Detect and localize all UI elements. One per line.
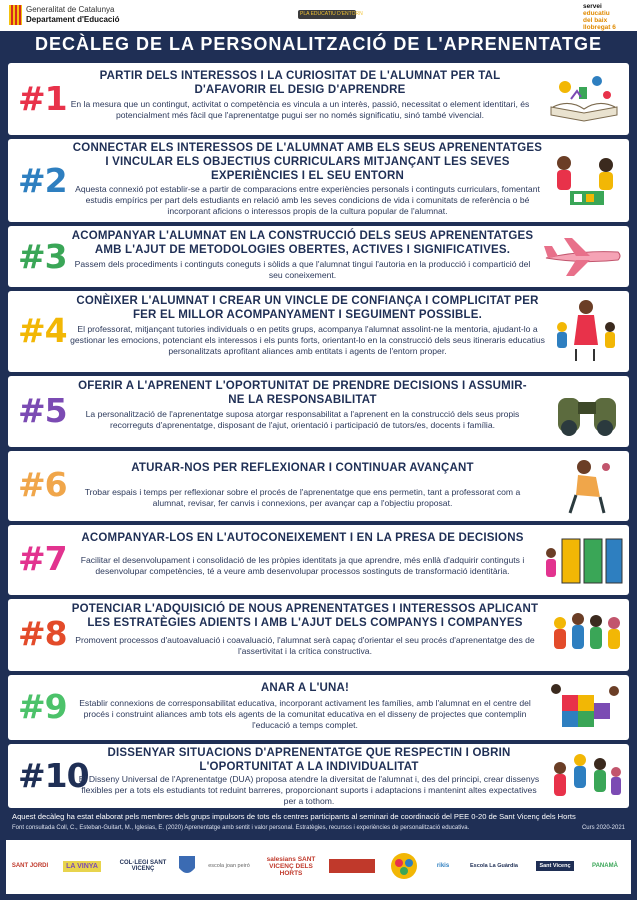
- gencat-name: Generalitat de Catalunya: [26, 5, 115, 14]
- servei-line4: llobregat 6: [583, 24, 616, 31]
- gencat-logo-text: [26, 5, 119, 25]
- footer-course: Curs 2020-2021: [581, 825, 625, 831]
- servei-educatiu-logo: [583, 3, 616, 31]
- item-number: #1: [18, 79, 67, 118]
- decalog-item-8: [8, 599, 629, 671]
- item-heading: CONNECTAR ELS INTERESSOS DE L'ALUMNAT AMB ELS SEUS APRENENTATGES I VINCULAR ELS OBJECTIUS CURRICULARS MITJANÇANT LES SEVES EXPERIÈNCIES I EL SEU ENTORN: [72, 142, 543, 182]
- item-heading: OFERIR A L'APRENENT L'OPORTUNITAT DE PRENDRE DECISIONS I ASSUMIR-NE LA RESPONSABILITAT: [78, 380, 527, 406]
- logo-la-vinya: [54, 848, 110, 884]
- item-number: #7: [18, 539, 67, 578]
- item-heading: ANAR A L'UNA!: [260, 682, 350, 694]
- item-heading: DISSENYAR SITUACIONS D'APRENENTATGE QUE RESPECTIN I OBRIN L'OPORTUNITAT A LA INDIVIDUALITAT: [107, 747, 511, 773]
- item-text: Aquesta connexió pot establir-se a partir de comparacions entre experiències personals i continguts curriculars, fomentant estudis empírics per part dels estudiants en relació amb les seves condicions de vida i comunitats de referència o bé incorporant aficions o interessos propis de la cultura popular de l'alumnat.: [75, 184, 540, 216]
- servei-line1: servei: [583, 3, 602, 10]
- footer-credits: Aquest decàleg ha estat elaborat pels membres dels grups impulsors de tots els centres participants al seminari de coordinació del PEE 0-20 de Sant Vicenç dels Horts: [12, 812, 576, 821]
- children-group-illustration-icon: [548, 607, 624, 665]
- airplane-illustration-icon: [542, 232, 624, 280]
- item-number: #9: [18, 687, 67, 726]
- servei-line3: del baix: [583, 17, 608, 24]
- item-text: El Disseny Universal de l'Aprenentatge (DUA) proposa atendre la diversitat de l'alumnat i, des del principi, crear dissenys flexibles per a tots els estudiants tot reduint barreres, proporcionant suports i adaptacions i mantenint altes expectatives per a tothom.: [78, 774, 540, 806]
- logo-col-legi-sant-vicenc: COL·LEGI SANT VICENÇ: [119, 860, 167, 872]
- logo-sant-vicenc-text: Sant Vicenç: [536, 861, 573, 871]
- item-text: En la mesura que un contingut, activitat o competència es vincula a un interès, passió, necessitat o element identitari, és potencialment més fàcil que l'aprenentatge pugui ser no només significatiu, sinó també vivencial.: [70, 99, 530, 120]
- item-heading: ACOMPANYAR-LOS EN L'AUTOCONEIXEMENT I EN LA PRESA DE DECISIONS: [81, 532, 524, 544]
- decalog-item-9: [8, 675, 629, 740]
- logo-school-emblem: [174, 848, 200, 884]
- decalog-item-7: [8, 525, 629, 595]
- item-heading: POTENCIAR L'ADQUISICIÓ DE NOUS APRENENTATGES I INTERESSOS APLICANT LES ESTRATÈGIES ADIENTS I AMB L'AJUT DELS COMPANYS I COMPANYES: [71, 603, 539, 629]
- item-number: #8: [18, 614, 67, 653]
- item-text: El professorat, mitjançant tutories individuals o en petits grups, acompanya l'alumnat assolint-ne la mentoria, ajudant-lo a gestionar les emocions, potenciant els interessos i els punts forts, orientant-lo en la construcció dels seus itineraris educatius personalitzats aprofitant aliances amb entitats i agents de l'entorn proper.: [70, 324, 545, 356]
- logo-la-vinya-text: LA VINYA: [63, 861, 101, 872]
- teacher-with-children-illustration-icon: [548, 297, 624, 367]
- decalog-item-6: [8, 451, 629, 521]
- children-playing-illustration-icon: [548, 149, 624, 215]
- item-heading: ATURAR-NOS PER REFLEXIONAR I CONTINUAR AVANÇANT: [131, 462, 474, 474]
- header-bar: [0, 0, 637, 31]
- item-text: Establir connexions de corresponsabilitat educativa, incorporant activament les famílies, amb l'alumnat en el centre del procés i construint aliances amb tots els agents de la comunitat educativa en el disseny de projectes que contemplin l'educació a temps complet.: [79, 698, 531, 730]
- partner-logos-strip: [6, 840, 631, 894]
- red-banner-icon: [329, 859, 375, 873]
- gencat-logo-icon: [9, 5, 22, 25]
- item-number: #3: [18, 237, 67, 276]
- item-text: Promovent processos d'autoavaluació i coavaluació, l'alumnat serà capaç d'orientar el seu procés d'aprenentatge des de l'assertivitat i la crítica constructiva.: [75, 635, 535, 656]
- binoculars-illustration-icon: [552, 384, 622, 440]
- decalog-item-2: [8, 139, 629, 222]
- school-emblem-icon: [176, 852, 198, 880]
- logo-escola-la-guardia: Escola La Guàrdia: [470, 863, 518, 869]
- logo-red-banner: [328, 848, 376, 884]
- item-number: #5: [18, 391, 67, 430]
- colorful-circle-icon: [389, 851, 419, 881]
- item-number: #10: [18, 756, 89, 795]
- servei-line2: educatiu: [583, 10, 610, 17]
- page-title: DECÀLEG DE LA PERSONALITZACIÓ DE L'APRENENTATGE: [35, 34, 602, 54]
- puzzle-teamwork-illustration-icon: [548, 681, 624, 735]
- logo-escola-joan-peiro: escola joan peiró: [208, 863, 250, 869]
- item-number: #4: [18, 311, 67, 350]
- logo-sant-jordi: SANT JORDI: [11, 863, 49, 869]
- logo-colorful: [386, 848, 422, 884]
- open-book-illustration-icon: [545, 69, 623, 129]
- item-heading: CONÈIXER L'ALUMNAT I CREAR UN VINCLE DE CONFIANÇA I COMPLICITAT PER FER EL MILLOR ACOMPANYAMENT I SEGUIMENT POSSIBLE.: [76, 295, 539, 321]
- doors-choice-illustration-icon: [542, 533, 624, 589]
- item-text: Facilitar el desenvolupament i consolidació de les pròpies identitats ja que aprendre, més enllà d'adquirir continguts i desenvolupar competències, té a veure amb desenvolupar processos sostinguts de transformació identitària.: [80, 555, 525, 576]
- logo-rikis: rikis: [436, 863, 450, 869]
- decalog-item-4: [8, 291, 629, 372]
- item-text: Trobar espais i temps per reflexionar sobre el procés de l'aprenentatge que ens permetin, tant a professorat com a alumnat, revisar, fer canvis i connexions, per avançar cap a l'objectiu proposat.: [84, 487, 521, 508]
- thinking-person-illustration-icon: [556, 457, 620, 517]
- decalog-item-10: [8, 744, 629, 808]
- item-number: #6: [18, 465, 67, 504]
- department-name: Departament d'Educació: [26, 15, 120, 24]
- decalog-item-1: [8, 63, 629, 135]
- pee-logo-text: PLA EDUCATIU D'ENTORN: [300, 11, 363, 17]
- diverse-children-illustration-icon: [548, 750, 624, 804]
- item-heading: ACOMPANYAR L'ALUMNAT EN LA CONSTRUCCIÓ DELS SEUS APRENENTATGES AMB L'AJUT DE METODOLOGIES OBERTES, ACTIVES I SIGNIFICATIVES.: [71, 230, 534, 256]
- item-text: Passem dels procediments i continguts coneguts i sòlids a que l'alumnat tingui l'autoria en la producció i compartició del seu coneixement.: [74, 259, 531, 280]
- item-heading: PARTIR DELS INTERESSOS I LA CURIOSITAT DE L'ALUMNAT PER TAL D'AFAVORIR EL DESIG D'APRENDRE: [99, 70, 501, 96]
- logo-panama: PANAMÀ: [592, 863, 618, 869]
- item-number: #2: [18, 161, 67, 200]
- item-text: La personalització de l'aprenentatge suposa atorgar responsabilitat a l'aprenent en la construcció dels seus propis recorreguts d'aprenentatge, disposant de l'ajut, orientació i participació de tutors/es, docents i família.: [85, 409, 520, 430]
- decalog-item-5: [8, 376, 629, 447]
- logo-sant-vicenc: [530, 848, 580, 884]
- decalog-item-3: [8, 226, 629, 287]
- logo-salesians: salesians SANT VICENÇ DELS HORTS: [266, 855, 316, 877]
- footer-source: Font consultada Coll, C., Esteban-Guitart, M., Iglesias, E. (2020) Aprenentatge amb sentit i valor personal. Estratègies, recursos i experiències de personalització educativa.: [12, 825, 470, 831]
